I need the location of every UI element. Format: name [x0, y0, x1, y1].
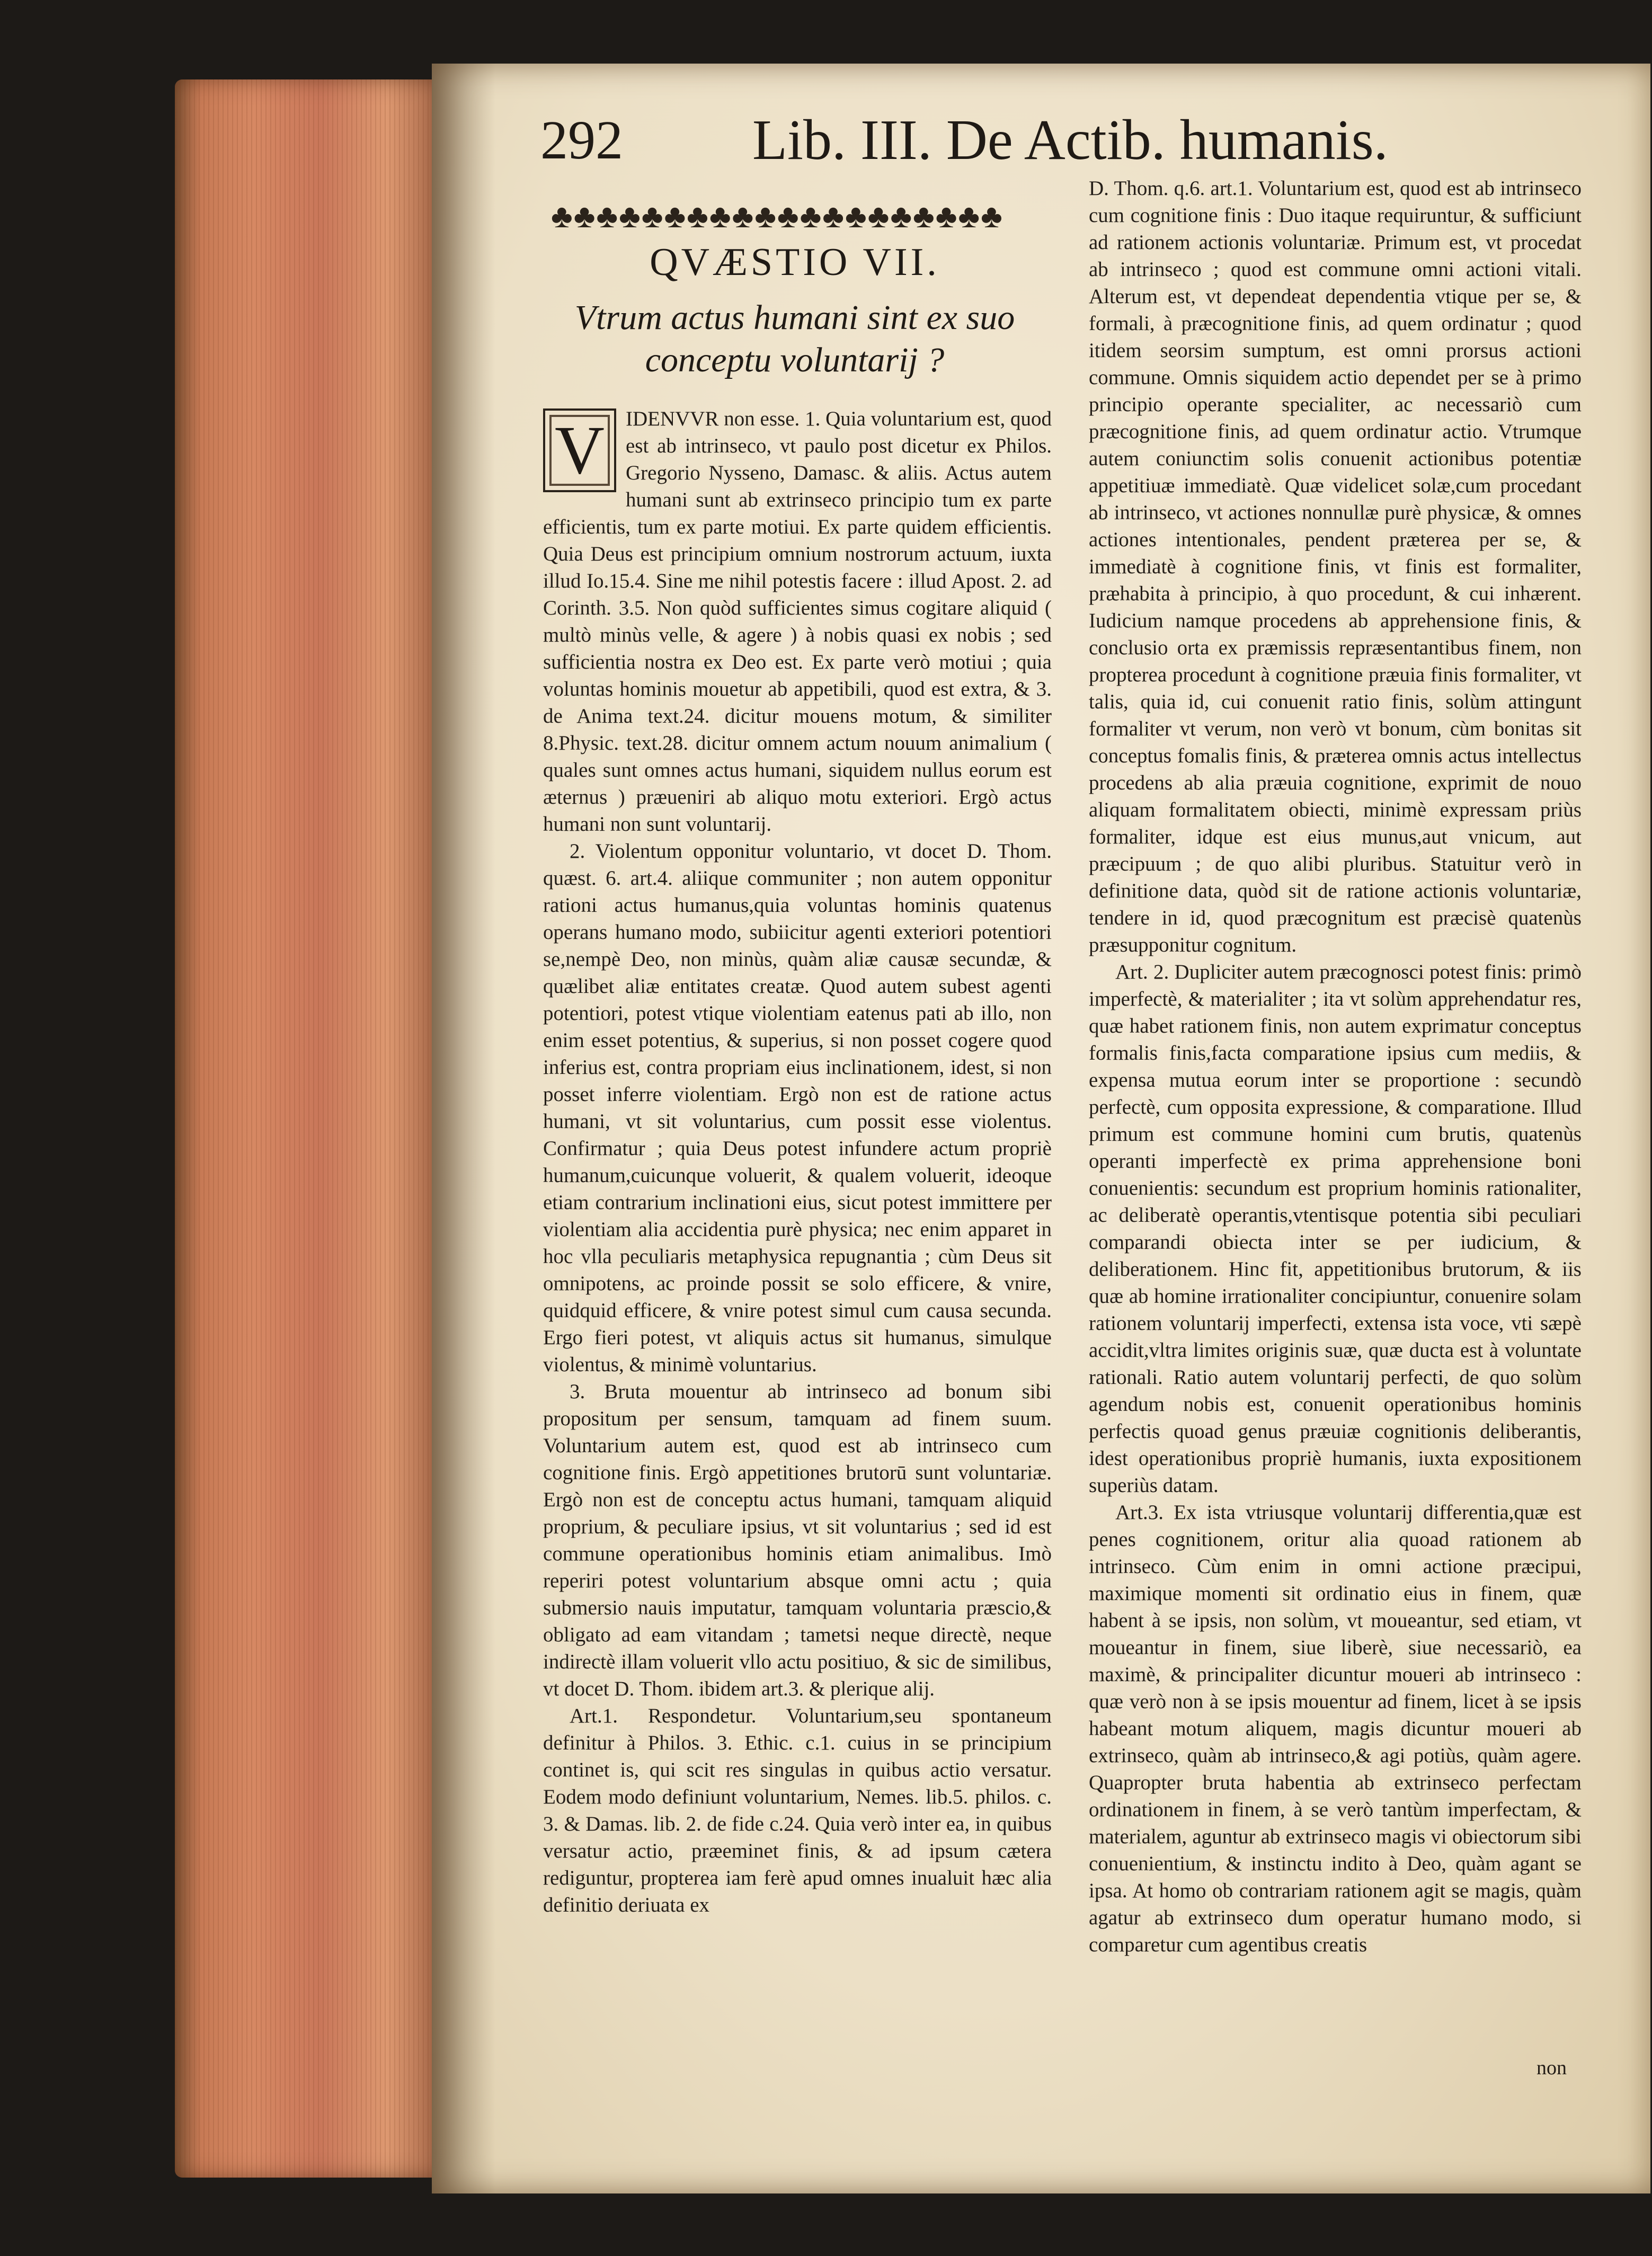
- fleuron-ornament: ♣♣♣♣♣♣♣♣♣♣♣♣♣♣♣♣♣♣♣♣: [551, 199, 1003, 235]
- page-number: 292: [540, 110, 623, 171]
- left-paragraph-4: Art.1. Respondetur. Voluntarium,seu spontaneum definitur à Philos. 3. Ethic. c.1. cuius in se principium continet is, qui scit res singulas in quibus actio versatur. Eodem modo definiunt voluntarium, Nemes. lib.5. philos. c. 3. & Damas. lib. 2. de fide c.24. Quia verò inter ea, in quibus versatur actio, præeminet finis, & ad ipsum cætera rediguntur, propterea iam ferè apud omnes inualuit hæc alia definitio deriuata ex: [543, 1704, 1052, 1916]
- left-paragraph-2: 2. Violentum opponitur voluntario, vt docet D. Thom. quæst. 6. art.4. aliique communiter ; non autem opponitur rationi actus humanus,quia voluntas hominis quatenus operans humano modo, subiicitur agenti exteriori potentiori se,nempè Deo, non minùs, quàm aliæ causæ secundæ, & quælibet aliæ entitates creatæ. Quod autem subest agenti potentiori, potest vtique violentiam eatenus pati ab illo, non enim esset potentius, & superius, si non posset cogere quod inferius est, contra propriam eius inclinationem, idest, si non posset inferre violentiam. Ergò non est de ratione actus humani, vt sit voluntarius, cum possit esse violentus. Confirmatur ; quia Deus potest infundere actum propriè humanum,cuicunque voluerit, & qualem voluerit, ideoque etiam contrarium inclinationi eius, sicut potest immittere per violentiam alia accidentia purè physica; nec enim apparet in hoc vlla peculiaris metaphysica repugnantia ; cùm Deus sit omnipotens, ac proinde possit se solo efficere, & vnire, quidquid efficere, & vnire potest simul cum causa secunda. Ergo fieri potest, vt aliquis actus sit humanus, simulque violentus, & minimè voluntarius.: [543, 840, 1052, 1376]
- spine-shadow: [432, 64, 495, 2193]
- drop-cap: V: [543, 408, 616, 492]
- right-column: [1089, 175, 1582, 2050]
- book-page-edges: [175, 79, 440, 2178]
- right-paragraph-2: Art. 2. Dupliciter autem præcognosci potest finis: primò imperfectè, & materialiter ; ita vt solùm apprehendatur res, quæ habet rationem finis, non autem exprimatur conceptus formalis finis,facta comparatione ipsius cum mediis, & expensa mutua eorum inter se proportione : secundò perfectè, cum opposita expressione, & comparatione. Illud primum est commune homini cum brutis, quatenùs operanti imperfectè ex prima apprehensione boni conuenientis: secundum est proprium hominis rationaliter, ac deliberatè operantis,vtentisque potentia sibi peculiari comparandi obiecta inter se per iudicium, & deliberationem. Hinc fit, appetitionibus brutorum, & iis quæ ab homine irrationaliter concipiuntur, conuenire solam rationem voluntarij imperfecti, extensa ista voce, vti sæpè accidit,vltra limites originis suæ, quæ ducta est à voluntate rationali. Ratio autem voluntarij perfecti, de quo solùm agendum nobis est, conuenit operationibus hominis perfectis quoad genus præuiæ cognitionis deliberantis, idest operationibus propriè humanis, iuxta expositionem superiùs datam.: [1089, 961, 1582, 1497]
- left-column: [543, 405, 1052, 2048]
- page-edge-texture: [175, 79, 440, 2178]
- question-subtitle: Vtrum actus humani sint ex suo conceptu voluntarij ?: [574, 298, 1015, 379]
- running-title: Lib. III. De Actib. humanis.: [752, 109, 1388, 172]
- catchword: non: [1536, 2057, 1567, 2079]
- right-paragraph-3: Art.3. Ex ista vtriusque voluntarij differentia,quæ est penes cognitionem, oritur alia quoad rationem ab intrinseco. Cùm enim in omni actione præcipui, maximique momenti sit ordinatio eius in finem, quæ habent à se ipsis, non solùm, vt moueantur, sed etiam, vt moueantur in finem, siue liberè, siue necessariò, ea maximè, & principaliter dicuntur moueri ab intrinseco : quæ verò non à se ipsis mouentur ad finem, licet à se ipsis habeant motum aliquem, magis dicuntur moueri ab extrinseco, quàm ab intrinseco,& agi potiùs, quàm agere. Quapropter bruta habentia ab extrinseco perfectam ordinationem in finem, à se verò tantùm imperfectam, & materialem, aguntur ab extrinseco magis vi obiectorum sibi conuenientium, & instinctu indito à Deo, quàm agant se ipsa. At homo ob contrariam rationem agit se magis, quàm agatur ab extrinseco dum operatur humano modo, si comparetur cum agentibus creatis: [1089, 1501, 1582, 1956]
- question-title: QVÆSTIO VII.: [650, 241, 940, 284]
- page-header: [540, 106, 1600, 180]
- left-paragraph-3: 3. Bruta mouentur ab intrinseco ad bonum sibi propositum per sensum, tamquam ad finem suum. Voluntarium autem est, quod est ab intrinseco cum cognitione finis. Ergò appetitiones brutorū sunt voluntariæ. Ergò non est de conceptu actus humani, tamquam aliquid proprium, & peculiare ipsius, vt sit voluntarius ; sed id est commune operationibus hominis etiam animalibus. Imò reperiri potest voluntarium absque omni actu ; quia submersio nauis imputatur, tamquam voluntaria præscio,& obligato ad eam vitandam ; tametsi neque directè, neque indirectè illam voluerit vllo actu positiuo, & sic de similibus, vt docet D. Thom. ibidem art.3. & plerique alij.: [543, 1380, 1052, 1700]
- right-paragraph-1: D. Thom. q.6. art.1. Voluntarium est, quod est ab intrinseco cum cognitione finis : Duo itaque requiruntur, & sufficiunt ad rationem actionis voluntariæ. Primum est, vt procedat ab intrinseco ; quod est commune omni actioni vitali. Alterum est, vt dependeat dependentia vtique per se, & formali, à præcognitione finis, ad quem ordinatur ; quod itidem seorsim sumptum, est omni prorsus actioni commune. Omnis siquidem actio dependet per se à primo principio operante specialiter, ac necessariò cum præcognitione finis, ad quem ordinatur actio. Vtrumque autem coniunctim solis conuenit actionibus potentiæ appetitiuæ immediatè. Quæ videlicet solæ,cum procedant ab intrinseco, vt actiones nonnullæ purè physicæ, & omnes actiones intentionales, pendent præterea per se, & immediatè à cognitione finis, vt finis est formaliter, præhabita à principio, à quo procedunt, & cui inhærent. Iudicium namque procedens ab apprehensione finis, & conclusio orta ex præmissis repræsentantibus finem, non propterea procedunt à cognitione præuia finis formaliter, vt talis, quia id, cui conuenit ratio finis, solùm attingunt formaliter vt verum, non verò vt bonum, cùm bonitas sit conceptus fomalis finis, & præterea omnis actus intellectus procedens ab alia præuia cognitione, exprimit de nouo aliquam formalitatem obiecti, minimè expressam priùs formaliter, idque est eius munus,aut vnicum, aut præcipuum ; de quo alibi pluribus. Statuitur verò in definitione data, quòd sit de ratione actionis voluntariæ, tendere in id, quod præcognitum est præcisè quatenùs præsupponitur cognitum.: [1089, 177, 1582, 956]
- left-paragraph-1: IDENVVR non esse. 1. Quia voluntarium est, quod est ab intrinseco, vt paulo post dicetur ex Philos. Gregorio Nysseno, Damasc. & aliis. Actus autem humani sunt ab extrinseco principio tum ex parte efficientis, tum ex parte motiui. Ex parte quidem efficientis. Quia Deus est principium omnium nostrorum actuum, iuxta illud Io.15.4. Sine me nihil potestis facere : illud Apost. 2. ad Corinth. 3.5. Non quòd sufficientes simus cogitare aliquid ( multò minùs velle, & agere ) à nobis quasi ex nobis ; sed sufficientia nostra ex Deo est. Ex parte verò motiui ; quia voluntas hominis mouetur ab appetibili, quod est extra, & 3. de Anima text.24. dicitur mouens motum, & similiter 8.Physic. text.28. dicitur omnem actum nouum animalium ( quales sunt omnes actus humani, siquidem nullus eorum est æternus ) præueniri ab aliquo motu exteriori. Ergò actus humani non sunt voluntarij.: [543, 407, 1052, 836]
